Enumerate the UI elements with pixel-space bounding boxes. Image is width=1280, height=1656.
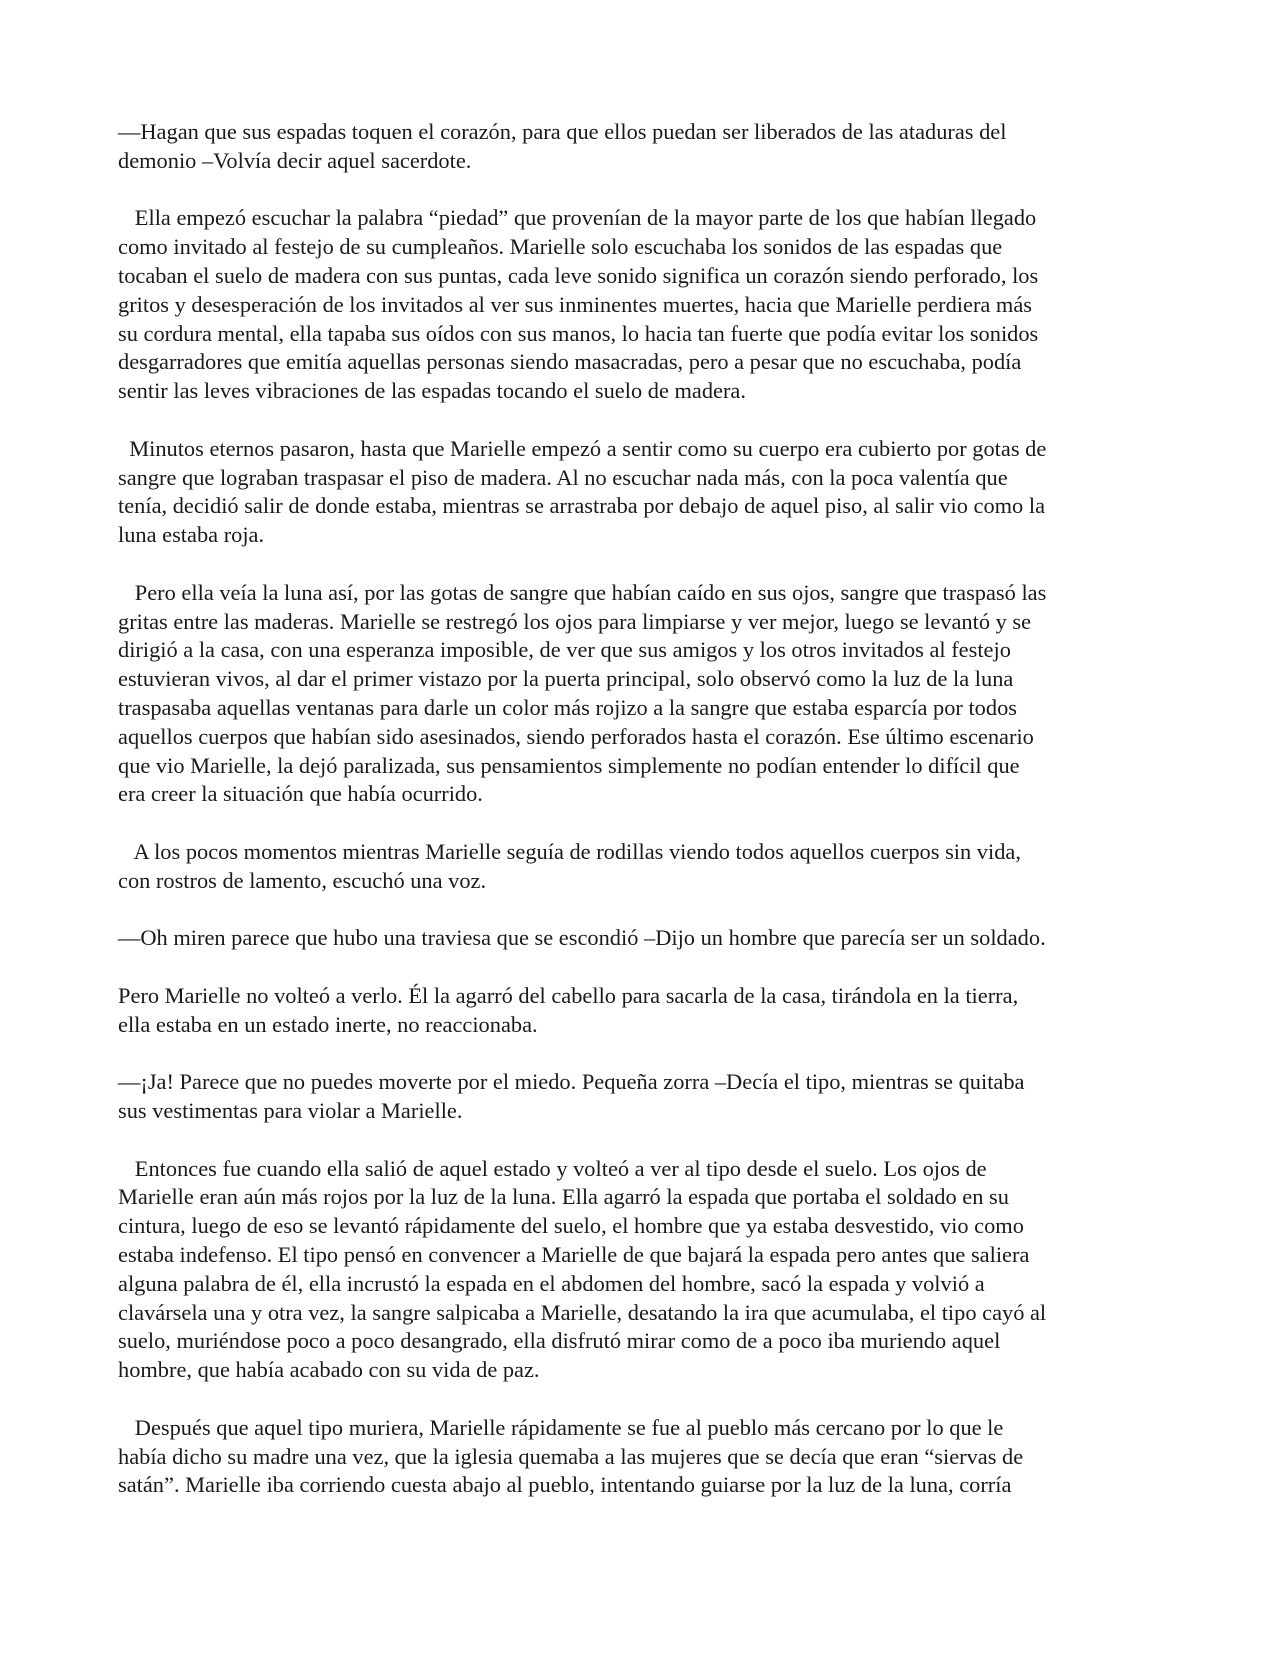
text-line: estaba indefenso. El tipo pensó en convencer a Marielle de que bajará la espada pero antes que saliera bbox=[118, 1242, 1030, 1268]
text-line: demonio –Volvía decir aquel sacerdote. bbox=[118, 147, 472, 173]
text-line: como invitado al festejo de su cumpleaños. Marielle solo escuchaba los sonidos de las espadas que bbox=[118, 234, 1003, 260]
text-line: tenía, decidió salir de donde estaba, mientras se arrastraba por debajo de aquel piso, al salir vio como la bbox=[118, 493, 1046, 519]
document-page bbox=[118, 118, 1168, 1529]
paragraph bbox=[118, 118, 1168, 176]
text-line: estuvieran vivos, al dar el primer vistazo por la puerta principal, solo observó como la luz de la luna bbox=[118, 666, 1014, 692]
text-line: sentir las leves vibraciones de las espadas tocando el suelo de madera. bbox=[118, 378, 746, 404]
text-line: luna estaba roja. bbox=[118, 522, 265, 548]
text-line: había dicho su madre una vez, que la iglesia quemaba a las mujeres que se decía que eran “siervas de bbox=[118, 1443, 1024, 1469]
text-line: aquellos cuerpos que habían sido asesinados, siendo perforados hasta el corazón. Ese último escenario bbox=[118, 723, 1034, 749]
text-line: Después que aquel tipo muriera, Marielle rápidamente se fue al pueblo más cercano por lo que le bbox=[118, 1414, 1004, 1440]
text-line: gritos y desesperación de los invitados al ver sus inminentes muertes, hacia que Marielle perdiera más bbox=[118, 291, 1033, 317]
paragraph bbox=[118, 924, 1168, 953]
paragraph bbox=[118, 1155, 1168, 1385]
paragraph bbox=[118, 579, 1168, 809]
text-line: traspasaba aquellas ventanas para darle un color más rojizo a la sangre que estaba esparcía por todos bbox=[118, 694, 1017, 720]
paragraph bbox=[118, 982, 1168, 1040]
text-line: desgarradores que emitía aquellas personas siendo masacradas, pero a pesar que no escuchaba, podía bbox=[118, 349, 1022, 375]
text-line: Pero ella veía la luna así, por las gotas de sangre que habían caído en sus ojos, sangre que traspasó las bbox=[118, 579, 1047, 605]
text-line: Entonces fue cuando ella salió de aquel estado y volteó a ver al tipo desde el suelo. Los ojos de bbox=[118, 1155, 987, 1181]
text-line: su cordura mental, ella tapaba sus oídos con sus manos, lo hacia tan fuerte que podía evitar los sonidos bbox=[118, 320, 1039, 346]
text-line: que vio Marielle, la dejó paralizada, sus pensamientos simplemente no podían entender lo difícil que bbox=[118, 752, 1020, 778]
text-line: —¡Ja! Parece que no puedes moverte por el miedo. Pequeña zorra –Decía el tipo, mientras se quitaba bbox=[118, 1069, 1025, 1095]
text-line: Marielle eran aún más rojos por la luz de la luna. Ella agarró la espada que portaba el soldado en su bbox=[118, 1184, 1009, 1210]
text-line: A los pocos momentos mientras Marielle seguía de rodillas viendo todos aquellos cuerpos sin vida, bbox=[118, 838, 1021, 864]
paragraph bbox=[118, 838, 1168, 896]
text-line: gritas entre las maderas. Marielle se restregó los ojos para limpiarse y ver mejor, luego se levantó y se bbox=[118, 608, 1032, 634]
text-line: satán”. Marielle iba corriendo cuesta abajo al pueblo, intentando guiarse por la luz de la luna, corría bbox=[118, 1472, 1012, 1498]
text-line: ella estaba en un estado inerte, no reaccionaba. bbox=[118, 1011, 538, 1037]
text-line: era creer la situación que había ocurrido. bbox=[118, 781, 483, 807]
paragraph bbox=[118, 435, 1168, 550]
text-line: tocaban el suelo de madera con sus puntas, cada leve sonido significa un corazón siendo perforado, los bbox=[118, 262, 1039, 288]
text-line: sangre que lograban traspasar el piso de madera. Al no escuchar nada más, con la poca valentía que bbox=[118, 464, 1008, 490]
text-line: Ella empezó escuchar la palabra “piedad” que provenían de la mayor parte de los que habían llegado bbox=[118, 205, 1037, 231]
paragraph bbox=[118, 204, 1168, 406]
text-line: con rostros de lamento, escuchó una voz. bbox=[118, 867, 487, 893]
text-line: clavársela una y otra vez, la sangre salpicaba a Marielle, desatando la ira que acumulaba, el tipo cayó al bbox=[118, 1299, 1047, 1325]
text-line: —Hagan que sus espadas toquen el corazón, para que ellos puedan ser liberados de las ataduras del bbox=[118, 119, 1007, 144]
text-line: alguna palabra de él, ella incrustó la espada en el abdomen del hombre, sacó la espada y volvió a bbox=[118, 1270, 985, 1296]
text-line: Minutos eternos pasaron, hasta que Marielle empezó a sentir como su cuerpo era cubierto por gotas de bbox=[118, 435, 1047, 461]
text-line: suelo, muriéndose poco a poco desangrado, ella disfrutó mirar como de a poco iba muriendo aquel bbox=[118, 1328, 1001, 1354]
text-line: Pero Marielle no volteó a verlo. Él la agarró del cabello para sacarla de la casa, tirándola en la tierra, bbox=[118, 982, 1019, 1008]
text-line: cintura, luego de eso se levantó rápidamente del suelo, el hombre que ya estaba desvestido, vio como bbox=[118, 1213, 1024, 1239]
paragraph bbox=[118, 1414, 1168, 1500]
text-line: hombre, que había acabado con su vida de paz. bbox=[118, 1357, 540, 1383]
paragraph bbox=[118, 1068, 1168, 1126]
text-line: dirigió a la casa, con una esperanza imposible, de ver que sus amigos y los otros invitados al festejo bbox=[118, 637, 1011, 663]
text-line: sus vestimentas para violar a Marielle. bbox=[118, 1098, 463, 1124]
text-line: —Oh miren parece que hubo una traviesa que se escondió –Dijo un hombre que parecía ser un soldado. bbox=[118, 925, 1046, 951]
